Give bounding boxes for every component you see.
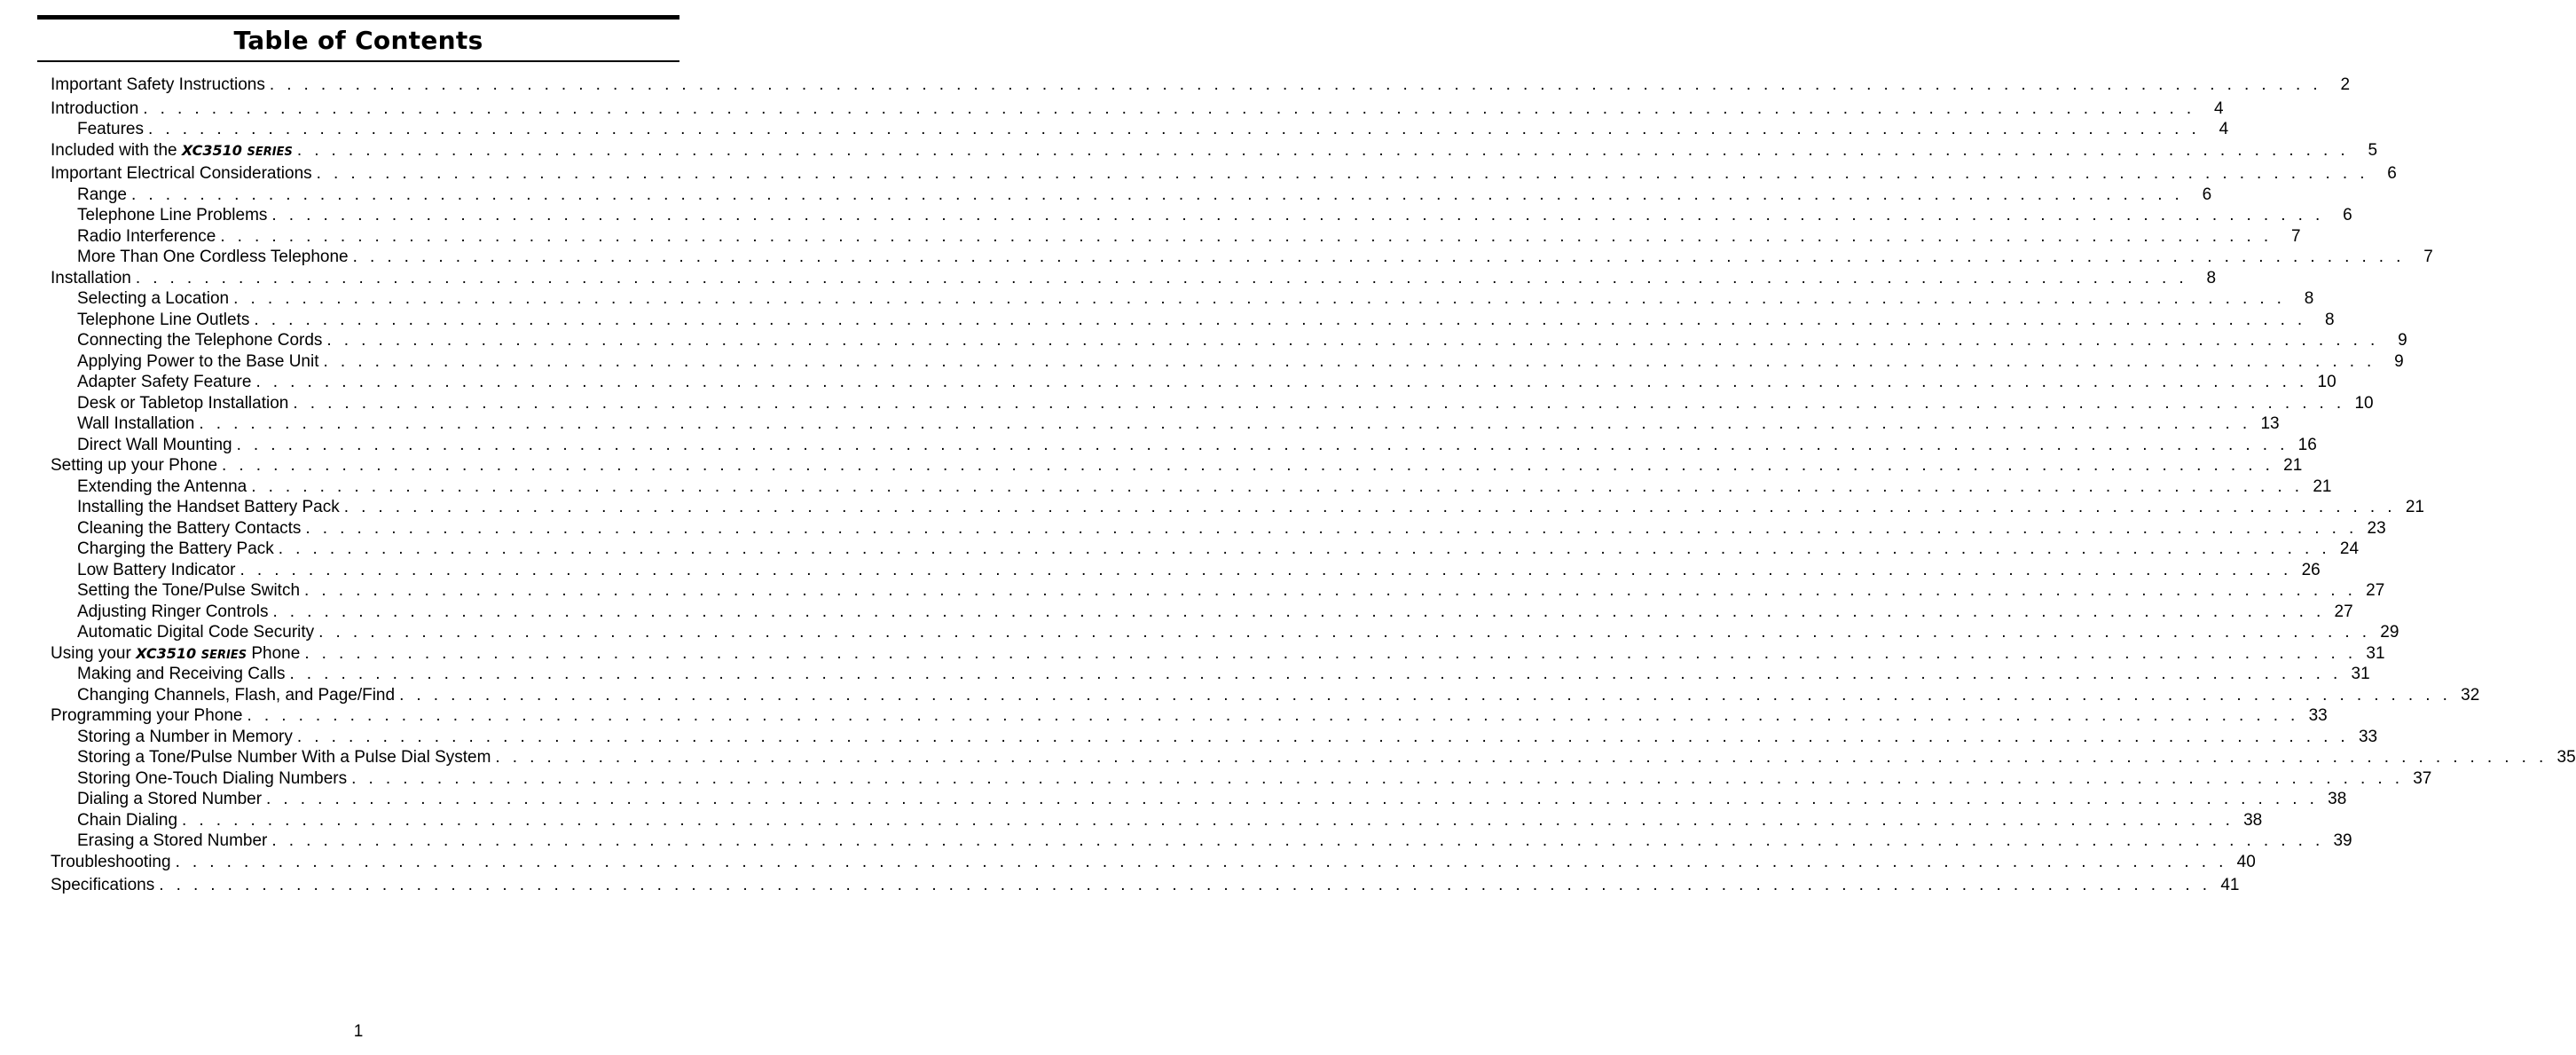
dot-leader: . . . . . . . . . . . . . . . . . . . . . . . . . . . . . . . . . . . . . . . . . . . . . . . . . . . . . . . . . . . . . . . . . . . . . . . . . . . . . . . . . . . . . . . . . . . . . . . . . . . . . . . . . . . . . . . . . . . . . . . . [271, 206, 2324, 224]
dot-leader: . . . . . . . . . . . . . . . . . . . . . . . . . . . . . . . . . . . . . . . . . . . . . . . . . . . . . . . . . . . . . . . . . . . . . . . . . . . . . . . . . . . . . . . . . . . . . . . . . . . . . . . . . . . . . . . . . . . . . . . . [199, 414, 2251, 433]
toc-entry-page-number: 26 [2301, 560, 2321, 579]
toc-subsection-entry [51, 205, 2352, 226]
toc-entry-page-number: 4 [2219, 120, 2229, 138]
toc-entry-label: Range [77, 185, 127, 204]
toc-entry-page-number: 8 [2304, 289, 2314, 308]
toc-entry-page-number: 31 [2366, 643, 2385, 663]
toc-entry-page-number: 31 [2351, 665, 2370, 683]
dot-leader: . . . . . . . . . . . . . . . . . . . . . . . . . . . . . . . . . . . . . . . . . . . . . . . . . . . . . . . . . . . . . . . . . . . . . . . . . . . . . . . . . . . . . . . . . . . . . . . . . . . . . . . . . . . . . . . . . . . . . . . . [305, 518, 2358, 538]
toc-entry-page-number: 38 [2328, 790, 2347, 808]
toc-entry-page-number: 21 [2313, 476, 2332, 496]
toc-entry-label: Cleaning the Battery Contacts [77, 518, 302, 538]
toc-entry-page-number: 6 [2202, 185, 2212, 204]
title-rule [37, 60, 679, 62]
toc-entry-page-number: 38 [2243, 810, 2263, 830]
toc-subsection-entry [51, 560, 2321, 581]
toc-entry-label: Automatic Digital Code Security [77, 623, 315, 642]
toc-subsection-entry [51, 476, 2332, 498]
toc-subsection-entry [51, 727, 2378, 748]
dot-leader: . . . . . . . . . . . . . . . . . . . . . . . . . . . . . . . . . . . . . . . . . . . . . . . . . . . . . . . . . . . . . . . . . . . . . . . . . . . . . . . . . . . . . . . . . . . . . . . . . . . . . . . . . . . . . . . . . . . . . . . . [251, 476, 2304, 496]
toc-entry-page-number: 40 [2236, 852, 2256, 871]
toc-entry-label: Low Battery Indicator [77, 560, 236, 579]
model-series-suffix: SERIES [200, 648, 247, 662]
toc-entry-label-text: Using your [51, 643, 137, 663]
model-series-name [136, 645, 247, 662]
toc-entry-page-number: 37 [2413, 768, 2432, 788]
toc-entry-label: Selecting a Location [77, 289, 230, 308]
toc-entry-label: More Than One Cordless Telephone [77, 248, 349, 266]
toc-subsection-entry [51, 330, 2407, 351]
toc-entry-page-number: 9 [2394, 351, 2404, 371]
toc-entry-label: Storing a Number in Memory [77, 727, 293, 746]
toc-entry-label: Applying Power to the Base Unit [77, 351, 319, 371]
toc-entry-label: Installing the Handset Battery Pack [77, 498, 340, 516]
toc-entry-page-number: 41 [2220, 876, 2240, 894]
toc-entry-label: Charging the Battery Pack [77, 539, 274, 558]
dot-leader: . . . . . . . . . . . . . . . . . . . . . . . . . . . . . . . . . . . . . . . . . . . . . . . . . . . . . . . . . . . . . . . . . . . . . . . . . . . . . . . . . . . . . . . . . . . . . . . . . . . . . . . . . . . . . . . . . . . . . . . . [222, 456, 2274, 475]
toc-entry-page-number: 33 [2308, 706, 2328, 725]
toc-entry-label: Erasing a Stored Number [77, 831, 268, 850]
toc-entry-page-number: 13 [2260, 414, 2280, 433]
toc-subsection-entry [51, 747, 2576, 768]
toc-entry-page-number: 7 [2423, 248, 2433, 266]
toc-entry-label: Desk or Tabletop Installation [77, 393, 289, 413]
dot-leader: . . . . . . . . . . . . . . . . . . . . . . . . . . . . . . . . . . . . . . . . . . . . . . . . . . . . . . . . . . . . . . . . . . . . . . . . . . . . . . . . . . . . . . . . . . . . . . . . . . . . . . . . . . . . . . . . . . . . . . . . [143, 98, 2195, 118]
toc-entry-label: Storing a Tone/Pulse Number With a Pulse Dial System [77, 748, 491, 767]
toc-entry-label: Features [77, 120, 144, 138]
dot-leader: . . . . . . . . . . . . . . . . . . . . . . . . . . . . . . . . . . . . . . . . . . . . . . . . . . . . . . . . . . . . . . . . . . . . . . . . . . . . . . . . . . . . . . . . . . . . . . . . . . . . . . . . . . . . . . . . . . . . . . . . [351, 768, 2404, 788]
dot-leader: . . . . . . . . . . . . . . . . . . . . . . . . . . . . . . . . . . . . . . . . . . . . . . . . . . . . . . . . . . . . . . . . . . . . . . . . . . . . . . . . . . . . . . . . . . . . . . . . . . . . . . . . . . . . . . . . . . . . . . . . [318, 623, 2371, 642]
toc-subsection-entry [51, 664, 2370, 685]
toc-entry-page-number: 6 [2343, 206, 2352, 224]
toc-entry-page-number: 29 [2380, 623, 2399, 642]
dot-leader: . . . . . . . . . . . . . . . . . . . . . . . . . . . . . . . . . . . . . . . . . . . . . . . . . . . . . . . . . . . . . . . . . . . . . . . . . . . . . . . . . . . . . . . . . . . . . . . . . . . . . . . . . . . . . . . . . . . . . . . . [495, 748, 2548, 767]
toc-subsection-entry [51, 602, 2353, 623]
toc-entry-label: Radio Interference [77, 226, 216, 246]
model-number: XC3510 [181, 141, 242, 159]
toc-entry-page-number: 21 [2283, 456, 2303, 475]
toc-entry-page-number: 39 [2333, 831, 2352, 850]
toc-subsection-entry [51, 393, 2374, 414]
toc-section-entry [51, 163, 2397, 185]
toc-section-entry [51, 852, 2256, 873]
dot-leader: . . . . . . . . . . . . . . . . . . . . . . . . . . . . . . . . . . . . . . . . . . . . . . . . . . . . . . . . . . . . . . . . . . . . . . . . . . . . . . . . . . . . . . . . . . . . . . . . . . . . . . . . . . . . . . . . . . . . . . . . [326, 331, 2379, 350]
toc-subsection-entry [51, 226, 2301, 248]
toc-subsection-entry [51, 768, 2432, 790]
toc-subsection-entry [51, 185, 2212, 206]
top-rule [37, 15, 679, 20]
toc-entry-label: Telephone Line Outlets [77, 310, 250, 329]
toc-entry-page-number: 8 [2206, 268, 2217, 287]
toc-entry-label: Adjusting Ringer Controls [77, 602, 269, 621]
toc-section-entry [51, 643, 2385, 665]
toc-entry-label: Installation [51, 268, 131, 287]
dot-leader: . . . . . . . . . . . . . . . . . . . . . . . . . . . . . . . . . . . . . . . . . . . . . . . . . . . . . . . . . . . . . . . . . . . . . . . . . . . . . . . . . . . . . . . . . . . . . . . . . . . . . . . . . . . . . . . . . . . . . . . . [266, 790, 2319, 808]
toc-entry-label: Direct Wall Mounting [77, 435, 232, 454]
dot-leader: . . . . . . . . . . . . . . . . . . . . . . . . . . . . . . . . . . . . . . . . . . . . . . . . . . . . . . . . . . . . . . . . . . . . . . . . . . . . . . . . . . . . . . . . . . . . . . . . . . . . . . . . . . . . . . . . . . . . . . . . [247, 706, 2299, 725]
toc-entry-label: Wall Installation [77, 414, 195, 433]
dot-leader: . . . . . . . . . . . . . . . . . . . . . . . . . . . . . . . . . . . . . . . . . . . . . . . . . . . . . . . . . . . . . . . . . . . . . . . . . . . . . . . . . . . . . . . . . . . . . . . . . . . . . . . . . . . . . . . . . . . . . . . . [316, 164, 2368, 183]
toc-entry-label: Telephone Line Problems [77, 206, 268, 224]
dot-leader: . . . . . . . . . . . . . . . . . . . . . . . . . . . . . . . . . . . . . . . . . . . . . . . . . . . . . . . . . . . . . . . . . . . . . . . . . . . . . . . . . . . . . . . . . . . . . . . . . . . . . . . . . . . . . . . . . . . . . . . . [399, 685, 2452, 705]
toc-entry-page-number: 9 [2398, 331, 2407, 350]
dot-leader: . . . . . . . . . . . . . . . . . . . . . . . . . . . . . . . . . . . . . . . . . . . . . . . . . . . . . . . . . . . . . . . . . . . . . . . . . . . . . . . . . . . . . . . . . . . . . . . . . . . . . . . . . . . . . . . . . . . . . . . . [233, 289, 2286, 308]
dot-leader: . . . . . . . . . . . . . . . . . . . . . . . . . . . . . . . . . . . . . . . . . . . . . . . . . . . . . . . . . . . . . . . . . . . . . . . . . . . . . . . . . . . . . . . . . . . . . . . . . . . . . . . . . . . . . . . . . . . . . . . . [323, 351, 2376, 371]
toc-entry-page-number: 10 [2317, 373, 2336, 391]
dot-leader: . . . . . . . . . . . . . . . . . . . . . . . . . . . . . . . . . . . . . . . . . . . . . . . . . . . . . . . . . . . . . . . . . . . . . . . . . . . . . . . . . . . . . . . . . . . . . . . . . . . . . . . . . . . . . . . . . . . . . . . . [159, 876, 2211, 894]
toc-entry-label: Making and Receiving Calls [77, 665, 286, 683]
toc-entry-page-number: 24 [2339, 539, 2360, 558]
toc-entry-page-number: 2 [2340, 75, 2351, 94]
toc-entry-label: Important Safety Instructions [51, 75, 265, 94]
dot-leader: . . . . . . . . . . . . . . . . . . . . . . . . . . . . . . . . . . . . . . . . . . . . . . . . . . . . . . . . . . . . . . . . . . . . . . . . . . . . . . . . . . . . . . . . . . . . . . . . . . . . . . . . . . . . . . . . . . . . . . . . [236, 435, 2289, 454]
toc-entry-label: Programming your Phone [51, 706, 243, 725]
dot-leader: . . . . . . . . . . . . . . . . . . . . . . . . . . . . . . . . . . . . . . . . . . . . . . . . . . . . . . . . . . . . . . . . . . . . . . . . . . . . . . . . . . . . . . . . . . . . . . . . . . . . . . . . . . . . . . . . . . . . . . . . [296, 727, 2350, 746]
toc-subsection-entry [51, 351, 2404, 373]
toc-section-entry [51, 98, 2224, 120]
dot-leader: . . . . . . . . . . . . . . . . . . . . . . . . . . . . . . . . . . . . . . . . . . . . . . . . . . . . . . . . . . . . . . . . . . . . . . . . . . . . . . . . . . . . . . . . . . . . . . . . . . . . . . . . . . . . . . . . . . . . . . . . [254, 310, 2306, 329]
toc-subsection-entry [51, 435, 2317, 456]
dot-leader: . . . . . . . . . . . . . . . . . . . . . . . . . . . . . . . . . . . . . . . . . . . . . . . . . . . . . . . . . . . . . . . . . . . . . . . . . . . . . . . . . . . . . . . . . . . . . . . . . . . . . . . . . . . . . . . . . . . . . . . . [278, 539, 2331, 558]
dot-leader: . . . . . . . . . . . . . . . . . . . . . . . . . . . . . . . . . . . . . . . . . . . . . . . . . . . . . . . . . . . . . . . . . . . . . . . . . . . . . . . . . . . . . . . . . . . . . . . . . . . . . . . . . . . . . . . . . . . . . . . . [240, 560, 2292, 579]
dot-leader: . . . . . . . . . . . . . . . . . . . . . . . . . . . . . . . . . . . . . . . . . . . . . . . . . . . . . . . . . . . . . . . . . . . . . . . . . . . . . . . . . . . . . . . . . . . . . . . . . . . . . . . . . . . . . . . . . . . . . . . . [255, 373, 2308, 391]
toc-subsection-entry [51, 497, 2424, 518]
toc-entry-label: Specifications [51, 876, 155, 894]
toc-entry-label: Setting the Tone/Pulse Switch [77, 581, 301, 600]
dot-leader: . . . . . . . . . . . . . . . . . . . . . . . . . . . . . . . . . . . . . . . . . . . . . . . . . . . . . . . . . . . . . . . . . . . . . . . . . . . . . . . . . . . . . . . . . . . . . . . . . . . . . . . . . . . . . . . . . . . . . . . . [289, 665, 2342, 683]
toc-entry-label: Connecting the Telephone Cords [77, 331, 323, 350]
toc-entry-label: Adapter Safety Feature [77, 373, 252, 391]
toc-entry-page-number: 35 [2556, 748, 2576, 767]
toc-entry-page-number: 33 [2358, 727, 2378, 746]
page-number: 1 [353, 1022, 364, 1041]
toc-entry-label: Setting up your Phone [51, 456, 218, 475]
toc-subsection-entry [51, 247, 2433, 268]
dot-leader: . . . . . . . . . . . . . . . . . . . . . . . . . . . . . . . . . . . . . . . . . . . . . . . . . . . . . . . . . . . . . . . . . . . . . . . . . . . . . . . . . . . . . . . . . . . . . . . . . . . . . . . . . . . . . . . . . . . . . . . . [271, 831, 2324, 850]
dot-leader: . . . . . . . . . . . . . . . . . . . . . . . . . . . . . . . . . . . . . . . . . . . . . . . . . . . . . . . . . . . . . . . . . . . . . . . . . . . . . . . . . . . . . . . . . . . . . . . . . . . . . . . . . . . . . . . . . . . . . . . . [343, 498, 2396, 516]
dot-leader: . . . . . . . . . . . . . . . . . . . . . . . . . . . . . . . . . . . . . . . . . . . . . . . . . . . . . . . . . . . . . . . . . . . . . . . . . . . . . . . . . . . . . . . . . . . . . . . . . . . . . . . . . . . . . . . . . . . . . . . . [296, 140, 2350, 160]
dot-leader: . . . . . . . . . . . . . . . . . . . . . . . . . . . . . . . . . . . . . . . . . . . . . . . . . . . . . . . . . . . . . . . . . . . . . . . . . . . . . . . . . . . . . . . . . . . . . . . . . . . . . . . . . . . . . . . . . . . . . . . . [352, 248, 2405, 266]
toc-subsection-entry [51, 288, 2314, 310]
dot-leader: . . . . . . . . . . . . . . . . . . . . . . . . . . . . . . . . . . . . . . . . . . . . . . . . . . . . . . . . . . . . . . . . . . . . . . . . . . . . . . . . . . . . . . . . . . . . . . . . . . . . . . . . . . . . . . . . . . . . . . . . [304, 581, 2357, 600]
model-series-suffix: SERIES [247, 145, 293, 159]
toc-section-entry [51, 140, 2378, 161]
toc-subsection-entry [51, 622, 2399, 643]
toc-subsection-entry [51, 518, 2386, 539]
dot-leader: . . . . . . . . . . . . . . . . . . . . . . . . . . . . . . . . . . . . . . . . . . . . . . . . . . . . . . . . . . . . . . . . . . . . . . . . . . . . . . . . . . . . . . . . . . . . . . . . . . . . . . . . . . . . . . . . . . . . . . . . [304, 643, 2357, 663]
dot-leader: . . . . . . . . . . . . . . . . . . . . . . . . . . . . . . . . . . . . . . . . . . . . . . . . . . . . . . . . . . . . . . . . . . . . . . . . . . . . . . . . . . . . . . . . . . . . . . . . . . . . . . . . . . . . . . . . . . . . . . . . [269, 75, 2322, 94]
toc-entry-page-number: 32 [2461, 685, 2480, 705]
dot-leader: . . . . . . . . . . . . . . . . . . . . . . . . . . . . . . . . . . . . . . . . . . . . . . . . . . . . . . . . . . . . . . . . . . . . . . . . . . . . . . . . . . . . . . . . . . . . . . . . . . . . . . . . . . . . . . . . . . . . . . . . [147, 120, 2201, 138]
toc-subsection-entry [51, 789, 2347, 810]
toc-subsection-entry [51, 310, 2335, 331]
toc-section-entry [51, 455, 2303, 476]
toc-entry-label [51, 140, 295, 163]
dot-leader: . . . . . . . . . . . . . . . . . . . . . . . . . . . . . . . . . . . . . . . . . . . . . . . . . . . . . . . . . . . . . . . . . . . . . . . . . . . . . . . . . . . . . . . . . . . . . . . . . . . . . . . . . . . . . . . . . . . . . . . . [182, 810, 2234, 830]
toc-entry-page-number: 10 [2354, 393, 2374, 413]
toc-subsection-entry [51, 685, 2480, 706]
toc-subsection-entry [51, 831, 2352, 852]
toc-entry-label: Chain Dialing [77, 810, 178, 830]
toc-entry-page-number: 5 [2368, 140, 2378, 160]
toc-subsection-entry [51, 413, 2280, 435]
toc-entry-page-number: 23 [2367, 518, 2386, 538]
toc-entry-page-number: 8 [2325, 310, 2335, 329]
model-number: XC3510 [136, 644, 197, 662]
toc-entry-label: Important Electrical Considerations [51, 164, 312, 183]
toc-entry-page-number: 16 [2297, 435, 2317, 454]
toc-entry-label: Dialing a Stored Number [77, 790, 263, 808]
toc-subsection-entry [51, 372, 2336, 393]
toc-section-entry [51, 705, 2328, 727]
toc-subsection-entry [51, 119, 2229, 140]
toc-entry-label-text: Phone [247, 643, 301, 663]
toc-entry-label: Troubleshooting [51, 852, 171, 871]
toc-entry-label: Storing One-Touch Dialing Numbers [77, 768, 348, 788]
toc-entry-page-number: 27 [2334, 602, 2353, 621]
toc-entry-page-number: 21 [2405, 498, 2424, 516]
toc-entry-label: Introduction [51, 98, 139, 118]
toc-section-entry [51, 875, 2240, 896]
toc-entry-label: Extending the Antenna [77, 476, 247, 496]
toc-subsection-entry [51, 539, 2360, 560]
toc-entry-label [51, 643, 302, 666]
page-title: Table of Contents [233, 26, 483, 55]
toc-entry-label: Changing Channels, Flash, and Page/Find [77, 685, 396, 705]
dot-leader: . . . . . . . . . . . . . . . . . . . . . . . . . . . . . . . . . . . . . . . . . . . . . . . . . . . . . . . . . . . . . . . . . . . . . . . . . . . . . . . . . . . . . . . . . . . . . . . . . . . . . . . . . . . . . . . . . . . . . . . . [220, 226, 2273, 246]
toc-section-entry [51, 268, 2217, 289]
table-of-contents [51, 75, 2576, 896]
dot-leader: . . . . . . . . . . . . . . . . . . . . . . . . . . . . . . . . . . . . . . . . . . . . . . . . . . . . . . . . . . . . . . . . . . . . . . . . . . . . . . . . . . . . . . . . . . . . . . . . . . . . . . . . . . . . . . . . . . . . . . . . [175, 852, 2227, 871]
toc-subsection-entry [51, 810, 2263, 831]
toc-section-entry [51, 75, 2351, 96]
dot-leader: . . . . . . . . . . . . . . . . . . . . . . . . . . . . . . . . . . . . . . . . . . . . . . . . . . . . . . . . . . . . . . . . . . . . . . . . . . . . . . . . . . . . . . . . . . . . . . . . . . . . . . . . . . . . . . . . . . . . . . . . [131, 185, 2184, 204]
dot-leader: . . . . . . . . . . . . . . . . . . . . . . . . . . . . . . . . . . . . . . . . . . . . . . . . . . . . . . . . . . . . . . . . . . . . . . . . . . . . . . . . . . . . . . . . . . . . . . . . . . . . . . . . . . . . . . . . . . . . . . . . [272, 602, 2325, 621]
toc-entry-page-number: 4 [2213, 98, 2224, 118]
dot-leader: . . . . . . . . . . . . . . . . . . . . . . . . . . . . . . . . . . . . . . . . . . . . . . . . . . . . . . . . . . . . . . . . . . . . . . . . . . . . . . . . . . . . . . . . . . . . . . . . . . . . . . . . . . . . . . . . . . . . . . . . [135, 268, 2188, 287]
dot-leader: . . . . . . . . . . . . . . . . . . . . . . . . . . . . . . . . . . . . . . . . . . . . . . . . . . . . . . . . . . . . . . . . . . . . . . . . . . . . . . . . . . . . . . . . . . . . . . . . . . . . . . . . . . . . . . . . . . . . . . . . [293, 393, 2345, 413]
model-series-name [182, 142, 293, 159]
toc-subsection-entry [51, 580, 2385, 602]
toc-entry-page-number: 7 [2290, 226, 2301, 246]
toc-entry-page-number: 27 [2366, 581, 2385, 600]
toc-entry-page-number: 6 [2387, 164, 2397, 183]
toc-entry-label-text: Included with the [51, 140, 182, 160]
